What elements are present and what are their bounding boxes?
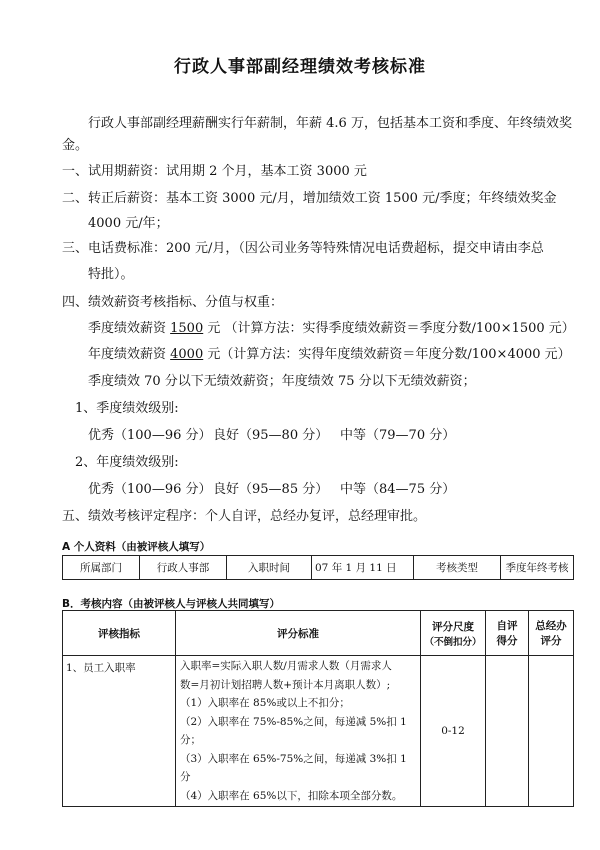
header-standard: 评分标准 <box>176 611 421 656</box>
standard-line: （2）入职率在 75%-85%之间，每递减 5%扣 1 <box>180 715 407 728</box>
standard-line: 分 <box>180 771 191 783</box>
annual-level-title: 2、年度绩效级别: <box>75 455 179 470</box>
quarterly-bonus-formula: 元 （计算方法：实得季度绩效薪资＝季度分数/100×1500 元） <box>203 321 575 336</box>
header-scale-line1: 评分尺度 <box>432 620 474 633</box>
item-phone-allowance-2: 特批）。 <box>88 267 134 282</box>
header-self-line2: 得分 <box>496 635 518 647</box>
standard-line: 数=月初计划招聘人数+预计本月离职人数）; <box>180 678 391 691</box>
item-evaluation-procedure: 五、绩效考核评定程序：个人自评，总经办复评，总经理审批。 <box>62 509 427 524</box>
item-regular-salary-1: 二、转正后薪资：基本工资 3000 元/月，增加绩效工资 1500 元/季度；年终绩效奖金 <box>62 191 557 206</box>
item-probation-salary: 一、试用期薪资：试用期 2 个月，基本工资 3000 元 <box>62 164 367 179</box>
annual-level-good: 良好（95—85 分） <box>213 482 329 497</box>
standard-line: （4）入职率在 65%以下，扣除本项全部分数。 <box>180 789 403 802</box>
quarterly-level-excellent: 优秀（100—96 分） <box>88 428 212 443</box>
hire-date-value: 07 年 1 月 11 日 <box>312 556 414 580</box>
section-a-title: A 个人资料（由被评核人填写） <box>62 541 211 553</box>
section-b-title: B．考核内容（由被评核人与评核人共同填写） <box>62 598 281 610</box>
annual-level-medium: 中等（84—75 分） <box>340 482 456 497</box>
row-indicator: 1、员工入职率 <box>63 656 176 807</box>
quarterly-level-good: 良好（95—80 分） <box>213 428 329 443</box>
annual-level-excellent: 优秀（100—96 分） <box>88 482 212 497</box>
intro-line-2: 金。 <box>62 138 89 153</box>
header-scale <box>421 611 486 656</box>
standard-line: 入职率=实际入职人数/月需求人数（月需求人 <box>180 660 392 672</box>
table-row <box>63 656 574 807</box>
standard-line: （1）入职率在 85%或以上不扣分； <box>180 697 350 709</box>
annual-bonus-formula: 元（计算方法：实得年度绩效薪资＝年度分数/100×4000 元） <box>203 347 571 362</box>
item-performance-heading: 四、绩效薪资考核指标、分值与权重： <box>62 295 284 310</box>
item-regular-salary-2: 4000 元/年； <box>88 216 169 231</box>
item-phone-allowance-1: 三、电话费标准：200 元/月，（因公司业务等特殊情况电话费超标，提交申请由李总 <box>62 241 544 256</box>
dept-label: 所属部门 <box>63 556 140 580</box>
annual-bonus-amount: 4000 <box>170 347 204 362</box>
row-standard <box>176 656 421 807</box>
quarterly-level-medium: 中等（79—70 分） <box>340 428 456 443</box>
header-self-line1: 自评 <box>496 620 518 632</box>
quarterly-bonus-label: 季度绩效薪资 <box>88 321 171 336</box>
review-type-value: 季度年终考核 <box>501 556 574 580</box>
annual-bonus-line <box>88 346 571 364</box>
header-mgr-line1: 总经办 <box>535 620 567 632</box>
assessment-table <box>62 610 574 807</box>
header-mgr-line2: 评分 <box>540 635 562 647</box>
bonus-threshold-note: 季度绩效 70 分以下无绩效薪资；年度绩效 75 分以下无绩效薪资； <box>88 374 476 389</box>
quarterly-level-title: 1、季度绩效级别: <box>75 401 179 416</box>
header-self-score <box>486 611 529 656</box>
annual-bonus-label: 年度绩效薪资 <box>88 347 171 362</box>
row-manager-score[interactable] <box>529 656 574 807</box>
header-indicator: 评核指标 <box>63 611 176 656</box>
personal-info-table <box>62 555 574 580</box>
standard-line: 分； <box>180 734 201 746</box>
page-title: 行政人事部副经理绩效考核标准 <box>174 57 426 77</box>
row-scale: 0-12 <box>421 656 486 807</box>
quarterly-bonus-line <box>88 320 575 338</box>
review-type-label: 考核类型 <box>414 556 501 580</box>
hire-date-label: 入职时间 <box>227 556 312 580</box>
row-self-score[interactable] <box>486 656 529 807</box>
quarterly-bonus-amount: 1500 <box>170 321 204 336</box>
intro-line-1: 行政人事部副经理薪酬实行年薪制，年薪 4.6 万，包括基本工资和季度、年终绩效奖 <box>88 116 572 131</box>
standard-line: （3）入职率在 65%-75%之间，每递减 3%扣 1 <box>180 752 407 765</box>
dept-value: 行政人事部 <box>140 556 227 580</box>
header-scale-line2: （不倒扣分） <box>424 636 482 648</box>
header-manager-score <box>529 611 574 656</box>
